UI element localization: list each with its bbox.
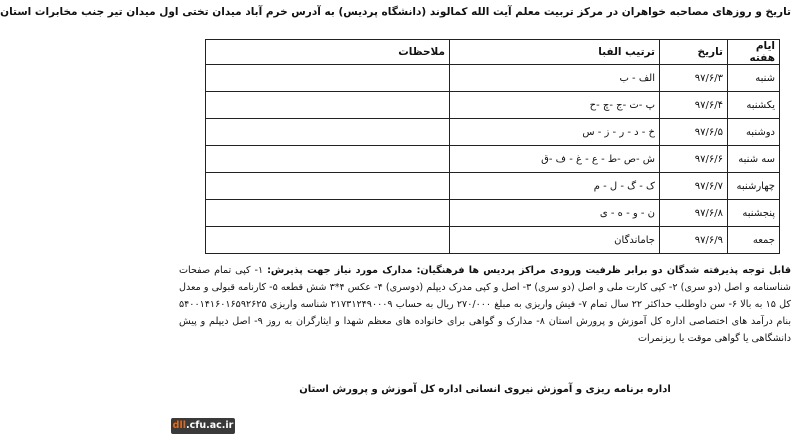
header-notes: ملاحظات <box>206 40 450 65</box>
row-alphabet: جاماندگان <box>450 227 660 254</box>
row-day: سه شنبه <box>728 146 780 173</box>
page-title: تاریخ و روزهای مصاحبه خواهران در مرکز تربیت معلم آیت الله کمالوند (دانشگاه پردیس) به آدرس خرم آباد میدان تختی اول میدان تیر جنب مخابرات استان <box>0 6 791 18</box>
table-header-row <box>206 40 780 65</box>
row-day: جمعه <box>728 227 780 254</box>
row-notes <box>206 146 450 173</box>
row-alphabet: الف - ب <box>450 65 660 92</box>
row-day: شنبه <box>728 65 780 92</box>
row-alphabet: خ - د - ر - ز - س <box>450 119 660 146</box>
table-row <box>206 173 780 200</box>
table-row <box>206 119 780 146</box>
row-notes <box>206 200 450 227</box>
row-day: یکشنبه <box>728 92 780 119</box>
row-notes <box>206 173 450 200</box>
row-date: ۹۷/۶/۴ <box>660 92 728 119</box>
row-alphabet: پ -ت -ج -چ -ح <box>450 92 660 119</box>
row-date: ۹۷/۶/۸ <box>660 200 728 227</box>
table-row <box>206 200 780 227</box>
row-notes <box>206 65 450 92</box>
row-notes <box>206 227 450 254</box>
row-day: چهارشنبه <box>728 173 780 200</box>
table-row <box>206 146 780 173</box>
footer-signature: اداره برنامه ریزی و آموزش نیروی انسانی اداره کل آموزش و پرورش استان <box>299 384 671 395</box>
header-day: ایام هفته <box>728 40 780 65</box>
notes-body: ۱- کپی تمام صفحات شناسنامه و اصل (دو سری) ۲- کپی کارت ملی و اصل (دو سری) ۳- اصل و کپی مدرک دیپلم (دوسری) ۴- عکس ۴*۳ شش قطعه ۵- کارنامه قبولی و معدل کل ۱۵ به بالا ۶- سن داوطلب حداکثر ۲۲ سال تمام ۷- فیش واریزی به مبلغ ۲۷۰/۰۰۰ ریال به حساب ۲۱۷۳۱۲۴۹۰۰۰۹ شناسه واریزی ۵۴۰۰۱۴۱۶۰۱۶۵۹۲۶۲۵ بنام درآمد های اختصاصی اداره کل آموزش و پرورش استان ۸- مدارک و گواهی برای خانواده های معظم شهدا و ایثارگران به روز ۹- اصل دیپلم و پیش دانشگاهی یا گواهی موقت یا ریزنمرات <box>179 265 791 344</box>
header-date: تاریخ <box>660 40 728 65</box>
table-row <box>206 92 780 119</box>
row-alphabet: ش -ص -ط - ع - غ - ف -ق <box>450 146 660 173</box>
row-notes <box>206 92 450 119</box>
row-date: ۹۷/۶/۶ <box>660 146 728 173</box>
watermark-logo <box>171 418 235 434</box>
row-day: دوشنبه <box>728 119 780 146</box>
row-date: ۹۷/۶/۷ <box>660 173 728 200</box>
header-alphabet: ترتیب الفبا <box>450 40 660 65</box>
row-notes <box>206 119 450 146</box>
requirements-notes <box>179 262 791 347</box>
row-alphabet: ک - گ - ل - م <box>450 173 660 200</box>
schedule-table <box>205 39 780 254</box>
row-date: ۹۷/۶/۹ <box>660 227 728 254</box>
table-row <box>206 227 780 254</box>
notes-lead: قابل توجه پذیرفته شدگان دو برابر ظرفیت ورودی مراکز پردیس ها فرهنگیان: مدارک مورد نیاز جهت پذیرش: <box>267 265 791 276</box>
table-row <box>206 65 780 92</box>
watermark-part2: .cfu.ac.ir <box>185 420 234 431</box>
row-day: پنجشنبه <box>728 200 780 227</box>
row-date: ۹۷/۶/۳ <box>660 65 728 92</box>
watermark-part1: dll <box>172 420 186 431</box>
row-alphabet: ن - و - ه - ی <box>450 200 660 227</box>
row-date: ۹۷/۶/۵ <box>660 119 728 146</box>
